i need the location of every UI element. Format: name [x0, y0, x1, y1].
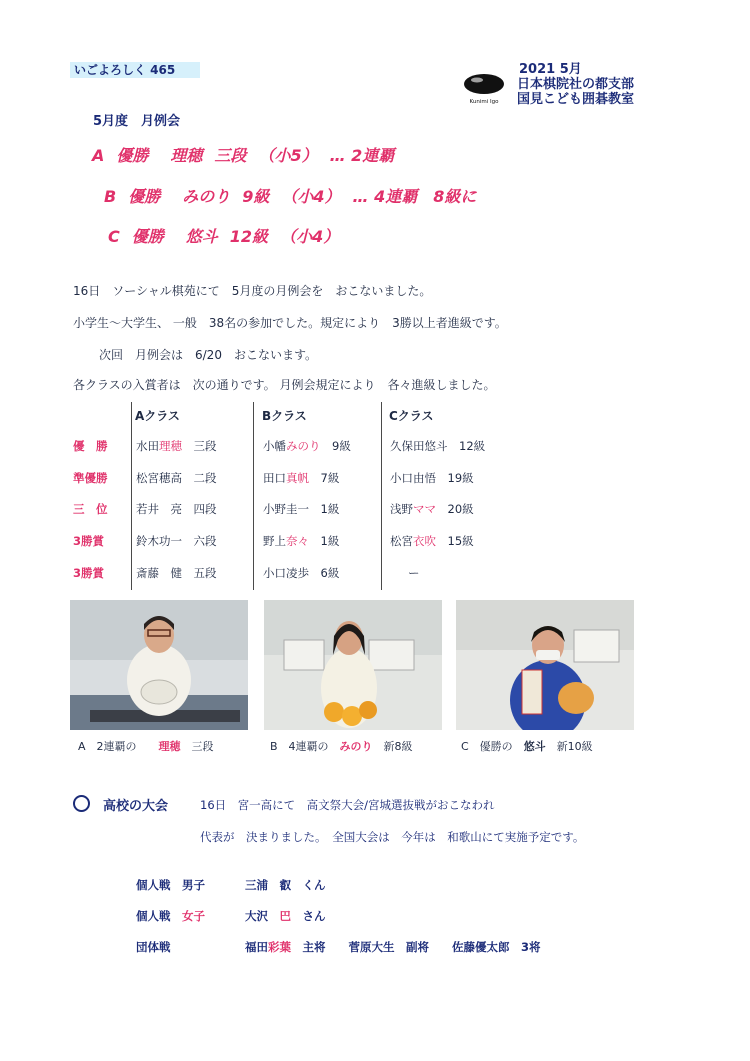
entry-label: 個人戦 女子: [136, 909, 205, 923]
place-label: 三 位: [73, 502, 108, 516]
meet-title: 5月度 月例会: [93, 114, 181, 129]
result-b: 野上奈々 1級: [263, 534, 340, 548]
report-paragraph: 16日 ソーシャル棋苑にて 5月度の月例会を おこないました。: [73, 284, 432, 298]
result-c: 浅野ママ 20級: [390, 502, 474, 516]
col-head-c: Cクラス: [389, 409, 434, 423]
highschool-title: 高校の大会: [103, 799, 169, 814]
photo-caption-b: B 4連覇の みのり 新8級: [270, 740, 413, 753]
photo-winner-a-image: [70, 600, 248, 730]
newsletter-number: いごよろしく 465: [70, 62, 200, 78]
header-org-line2: 国見こども囲碁教室: [517, 92, 635, 107]
club-logo: [462, 72, 506, 106]
result-c: 松宮衣吹 15級: [390, 534, 474, 548]
next-meet-paragraph: 次回 月例会は 6/20 おこないます。: [99, 348, 317, 362]
winner-class: C: [108, 227, 120, 246]
photo-winner-c-image: [456, 600, 634, 730]
winner-b: [104, 184, 488, 207]
result-b: 小野圭一 1級: [263, 502, 340, 516]
place-label: 3勝賞: [73, 534, 105, 548]
logo-text: Kunimi Igo: [469, 99, 499, 105]
winner-note: … 2連覇: [329, 146, 395, 165]
highschool-line1: 16日 宮一高にて 高文祭大会/宮城選抜戦がおこなわれ: [200, 798, 495, 812]
result-b: 小幡みのり 9級: [263, 439, 351, 453]
report-paragraph: 小学生～大学生、 一般 38名の参加でした。規定により 3勝以上者進級です。: [73, 316, 507, 330]
results-intro: 各クラスの入賞者は 次の通りです。 月例会規定により 各々進級しました。: [73, 378, 496, 392]
entry-name: 三浦 叡 くん: [245, 878, 326, 892]
entry-label: 個人戦 男子: [136, 878, 205, 892]
table-divider: [253, 402, 254, 590]
winner-name: 悠斗: [185, 227, 218, 246]
result-a: 松宮穂高 二段: [136, 471, 217, 485]
result-a: 若井 亮 四段: [136, 502, 217, 516]
photo-caption-a: A 2連覇の 理穂 三段: [78, 740, 214, 753]
winner-rank: 三段: [214, 146, 247, 165]
photo-winner-b: [264, 600, 442, 730]
result-c: 小口由悟 19級: [390, 471, 474, 485]
result-a: 水田理穂 三段: [136, 439, 217, 453]
winner-title: 優勝: [128, 187, 161, 206]
place-label: 準優勝: [73, 471, 108, 485]
result-c: 久保田悠斗 12級: [390, 439, 486, 453]
place-label: 優 勝: [73, 439, 108, 453]
result-c: ー: [408, 566, 420, 580]
bullet-circle-icon: [73, 795, 90, 812]
entry-name: 福田彩葉 主将 菅原大生 副将 佐藤優太郎 3将: [245, 940, 541, 954]
result-a: 斎藤 健 五段: [136, 566, 217, 580]
winner-class: B: [104, 187, 117, 206]
winner-c: [108, 224, 351, 247]
entry-name: 大沢 巴 さん: [245, 909, 326, 923]
table-divider: [131, 402, 132, 590]
winner-name: みのり: [182, 187, 231, 206]
photo-winner-b-image: [264, 600, 442, 730]
place-label: 3勝賞: [73, 566, 105, 580]
result-b: 小口凌歩 6級: [263, 566, 340, 580]
winner-grade: （小4）: [280, 227, 340, 246]
header-date: 2021 5月: [519, 62, 582, 77]
photo-winner-c: [456, 600, 634, 730]
winner-rank: 12級: [229, 227, 269, 246]
winner-grade: （小4）: [281, 187, 341, 206]
winner-class: A: [92, 146, 105, 165]
col-head-b: Bクラス: [262, 409, 307, 423]
winner-name: 理穂: [170, 146, 203, 165]
winner-title: 優勝: [131, 227, 164, 246]
highschool-line2: 代表が 決まりました。 全国大会は 今年は 和歌山にて実施予定です。: [200, 830, 585, 844]
entry-label: 団体戦: [136, 940, 171, 954]
result-a: 鈴木功一 六段: [136, 534, 217, 548]
header-info: [517, 62, 634, 107]
result-b: 田口真帆 7級: [263, 471, 340, 485]
col-head-a: Aクラス: [135, 409, 180, 423]
header-org-line1: 日本棋院社の都支部: [517, 77, 635, 92]
table-divider: [381, 402, 382, 590]
winner-a: [92, 143, 406, 166]
winner-title: 優勝: [116, 146, 149, 165]
photo-winner-a: [70, 600, 248, 730]
photo-caption-c: C 優勝の 悠斗 新10級: [461, 740, 593, 753]
winner-note: … 4連覇 8級に: [352, 187, 477, 206]
winner-grade: （小5）: [258, 146, 318, 165]
winner-rank: 9級: [242, 187, 270, 206]
